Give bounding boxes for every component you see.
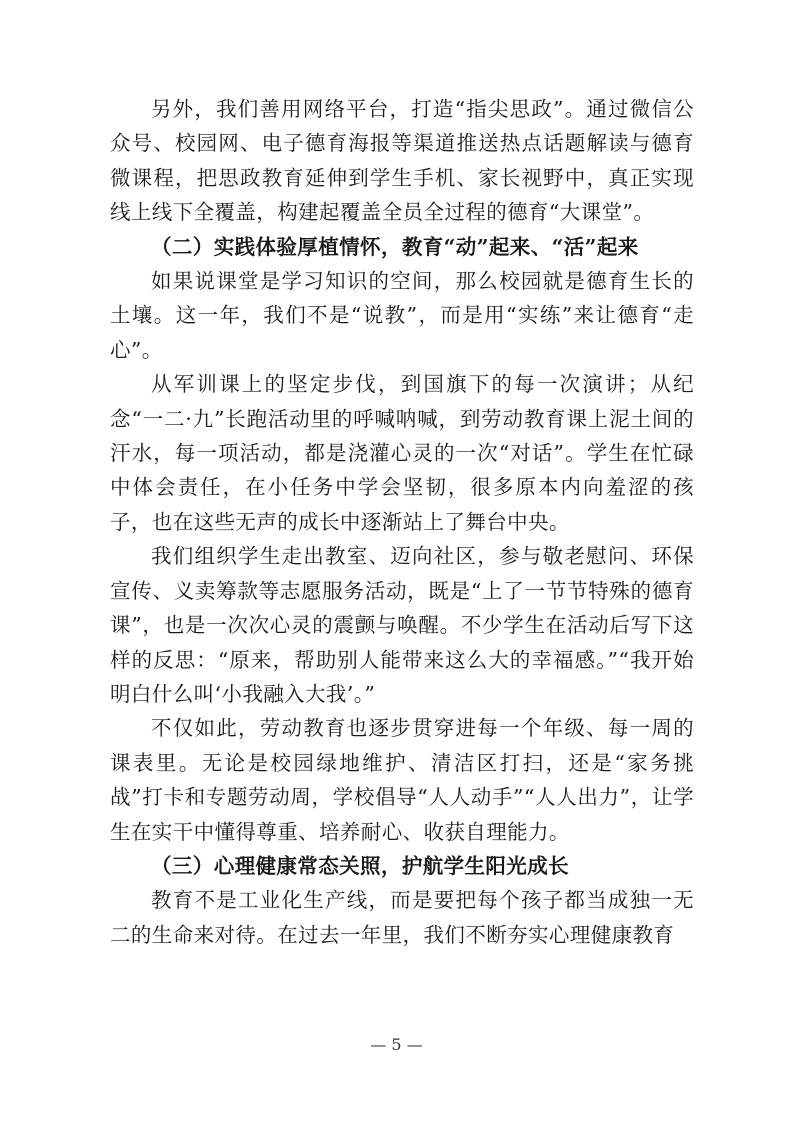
paragraph-volunteer: 我们组织学生走出教室、迈向社区，参与敬老慰问、环保宣传、义卖筹款等志愿服务活动，既是“上了一节节特殊的德育课”，也是一次次心灵的震颤与唤醒。不少学生在活动后写下这样的反思：“原来，帮助别人能带来这么大的幸福感。”“我开始明白什么叫‘小我融入大我’。” xyxy=(110,544,694,706)
document-body xyxy=(110,92,694,952)
section-heading-2 xyxy=(110,230,694,264)
paragraph-campus-soil: 如果说课堂是学习知识的空间，那么校园就是德育生长的土壤。这一年，我们不是“说教”，而是用“实练”来让德育“走心”。 xyxy=(110,269,694,362)
paragraph-activities: 从军训课上的坚定步伐，到国旗下的每一次演讲；从纪念“一二·九”长跑活动里的呼喊呐喊，到劳动教育课上泥土间的汗水，每一项活动，都是浇灌心灵的一次“对话”。学生在忙碌中体会责任，在小任务中学会坚韧，很多原本内向羞涩的孩子，也在这些无声的成长中逐渐站上了舞台中央。 xyxy=(110,372,694,534)
paragraph-mental-health: 教育不是工业化生产线，而是要把每个孩子都当成独一无二的生命来对待。在过去一年里，我们不断夯实心理健康教育 xyxy=(110,888,694,947)
section-heading-3 xyxy=(110,849,694,883)
section-heading-3-subtitle: 护航学生阳光成长 xyxy=(401,853,570,878)
paragraph-labor-education: 不仅如此，劳动教育也逐步贯穿进每一个年级、每一周的课表里。无论是校园绿地维护、清洁区打扫，还是“家务挑战”打卡和专题劳动周，学校倡导“人人动手”“人人出力”，让学生在实干中懂得尊重、培养耐心、收获自理能力。 xyxy=(110,716,694,844)
paragraph-online-platform: 另外，我们善用网络平台，打造“指尖思政”。通过微信公众号、校园网、电子德育海报等渠道推送热点话题解读与德育微课程，把思政教育延伸到学生手机、家长视野中，真正实现线上线下全覆盖，构建起覆盖全员全过程的德育“大课堂”。 xyxy=(110,97,694,225)
section-heading-3-title: （三）心理健康常态关照， xyxy=(151,853,402,878)
page-number: — 5 — xyxy=(370,1035,423,1054)
section-heading-2-title: （二）实践体验厚植情怀， xyxy=(151,234,402,259)
section-heading-2-subtitle: 教育“动”起来、“活”起来 xyxy=(401,234,639,259)
